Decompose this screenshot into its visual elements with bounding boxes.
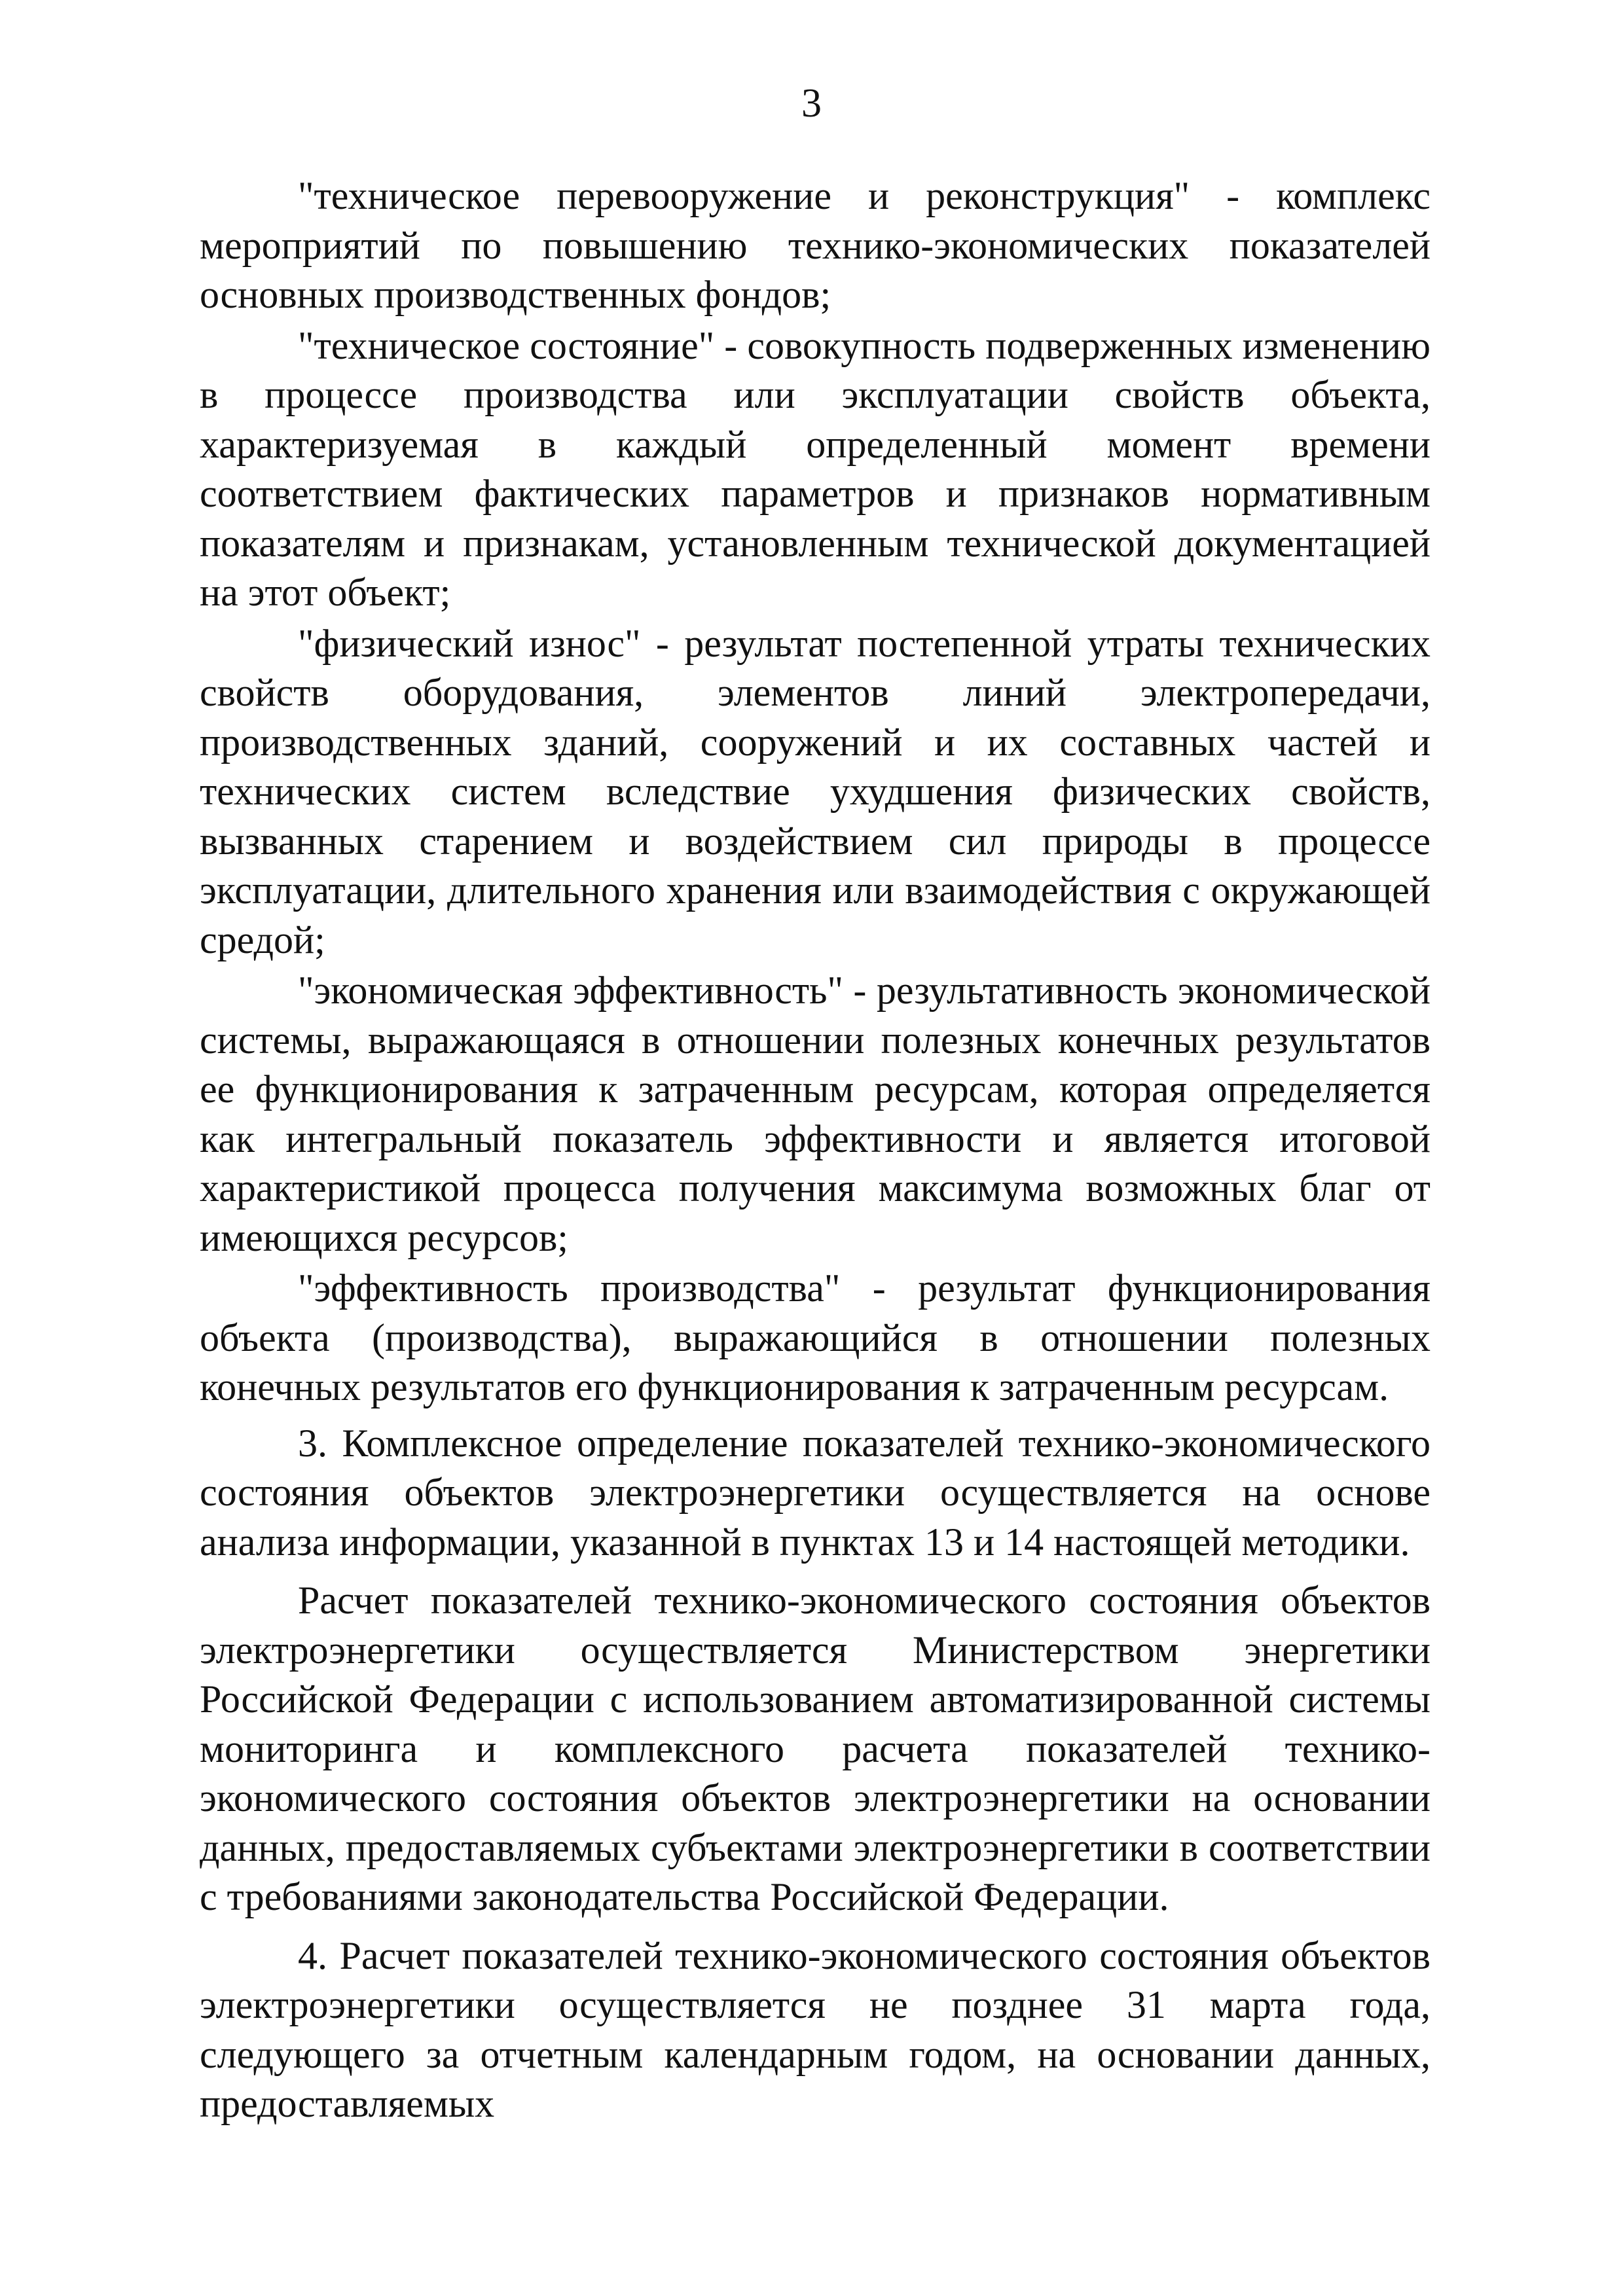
clause-3-calculation: Расчет показателей технико-экономического состояния объектов электроэнергетики осуществляется Министерством энергетики Российской Федерации с использованием автоматизированной системы мониторинга и комплексного расчета показателей технико-экономического состояния объектов электроэнергетики на основании данных, предоставляемых субъектами электроэнергетики в соответствии с требованиями законодательства Российской Федерации. xyxy=(200,1579,1431,1918)
definition-technical-condition: "техническое состояние" - совокупность подверженных изменению в процессе производства или эксплуатации свойств объекта, характеризуемая в каждый определенный момент времени соответствием фактических параметров и признаков нормативным показателям и признакам, установленным технической документацией на этот объект; xyxy=(200,323,1431,614)
page-number: 3 xyxy=(801,81,822,126)
clause-3: 3. Комплексное определение показателей технико-экономического состояния объектов электроэнергетики осуществляется на основе анализа информации, указанной в пунктах 13 и 14 настоящей методики. xyxy=(200,1421,1431,1564)
clause-4: 4. Расчет показателей технико-экономического состояния объектов электроэнергетики осуществляется не позднее 31 марта года, следующего за отчетным календарным годом, на основании данных, предоставляемых xyxy=(200,1933,1431,2125)
definition-production-efficiency: "эффективность производства" - результат функционирования объекта (производства), выражающийся в отношении полезных конечных результатов его функционирования к затраченным ресурсам. xyxy=(200,1266,1431,1408)
definition-economic-efficiency: "экономическая эффективность" - результативность экономической системы, выражающаяся в отношении полезных конечных результатов ее функционирования к затраченным ресурсам, которая определяется как интегральный показатель эффективности и является итоговой характеристикой процесса получения максимума возможных благ от имеющихся ресурсов; xyxy=(200,969,1431,1259)
definition-physical-wear: "физический износ" - результат постепенной утраты технических свойств оборудования, элементов линий электропередачи, производственных зданий, сооружений и их составных частей и технических систем вследствие ухудшения физических свойств, вызванных старением и воздействием сил природы в процессе эксплуатации, длительного хранения или взаимодействия с окружающей средой; xyxy=(200,621,1431,961)
document-body xyxy=(200,171,1431,2129)
definition-technical-reequipment: "техническое перевооружение и реконструкция" - комплекс мероприятий по повышению технико-экономических показателей основных производственных фондов; xyxy=(200,174,1431,316)
